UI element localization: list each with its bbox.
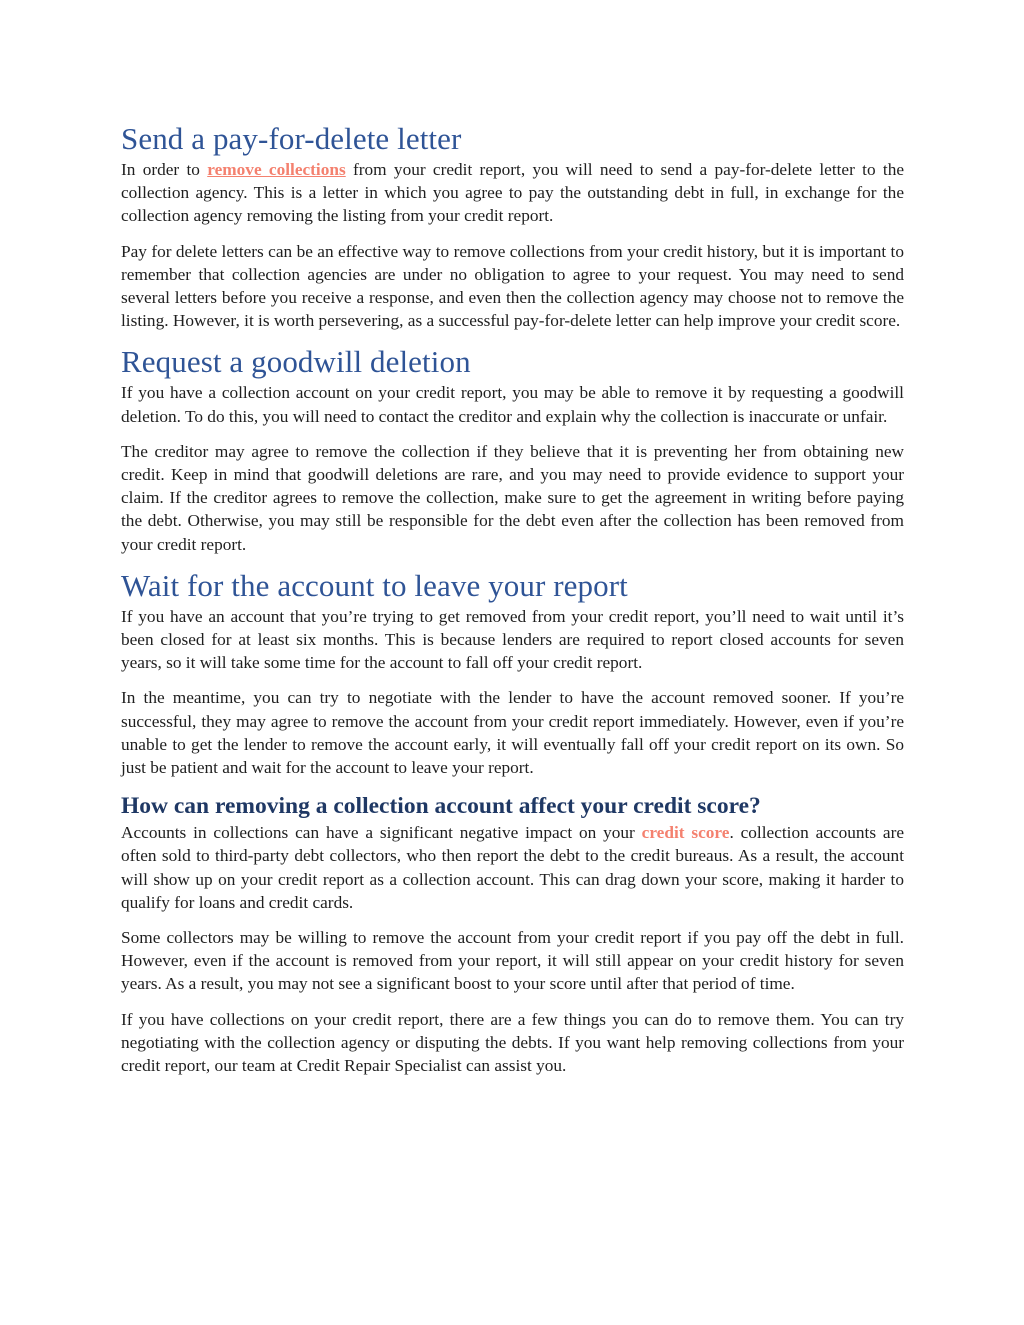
- section-heading: Request a goodwill deletion: [121, 344, 471, 380]
- section-credit-score-effect: [121, 791, 904, 1077]
- credit-score-link[interactable]: credit score: [641, 823, 730, 843]
- section-heading: Wait for the account to leave your report: [121, 567, 628, 603]
- section-goodwill-deletion: [121, 344, 904, 555]
- paragraph: If you have collections on your credit report, there are a few things you can do to remove them. You can try negotiating with the collection agency or disputing the debts. If you want help removing collections from your credit report, our team at Credit Repair Specialist can assist you.: [121, 1009, 904, 1076]
- paragraph: If you have an account that you’re trying to get removed from your credit report, you’ll need to wait until it’s been closed for at least six months. This is because lenders are required to report closed accounts for seven years, so it will take some time for the account to fall off your credit report.: [121, 606, 904, 673]
- section-subheading: How can removing a collection account affect your credit score?: [121, 793, 761, 820]
- paragraph: If you have a collection account on your credit report, you may be able to remove it by requesting a goodwill deletion. To do this, you will need to contact the creditor and explain why the collection is inaccurate or unfair.: [121, 383, 904, 426]
- paragraph: [121, 821, 904, 914]
- section-pay-for-delete: [121, 121, 904, 332]
- paragraph-text: from your credit report, you will need to send a pay-for-delete letter to the collection agency. This is a letter in which you agree to pay the outstanding debt in full, in exchange for the collection agency removing the listing from your credit report.: [121, 160, 905, 226]
- paragraph-text: Accounts in collections can have a significant negative impact on your: [121, 823, 642, 843]
- remove-collections-link[interactable]: remove collections: [207, 160, 346, 179]
- section-wait-for-account: [121, 568, 904, 779]
- section-heading: Send a pay-for-delete letter: [121, 121, 462, 156]
- paragraph: Some collectors may be willing to remove the account from your credit report if you pay off the debt in full. However, even if the account is removed from your report, it will still appear on your credit history for seven years. As a result, you may not see a significant boost to your score until after that period of time.: [121, 928, 904, 994]
- paragraph-text: In order to: [121, 160, 208, 179]
- document-page: [121, 121, 904, 1089]
- paragraph: Pay for delete letters can be an effective way to remove collections from your credit history, but it is important to remember that collection agencies are under no obligation to agree to your request. You may need to send several letters before you receive a response, and even then the collection agency may choose not to remove the listing. However, it is worth persevering, as a successful pay-for-delete letter can help improve your credit score.: [121, 241, 904, 331]
- paragraph: In the meantime, you can try to negotiate with the lender to have the account removed sooner. If you’re successful, they may agree to remove the account from your credit report immediately. However, even if you’re unable to get the lender to remove the account early, it will eventually fall off your credit report on its own. So just be patient and wait for the account to leave your report.: [121, 688, 904, 778]
- paragraph: The creditor may agree to remove the collection if they believe that it is preventing her from obtaining new credit. Keep in mind that goodwill deletions are rare, and you may need to provide evidence to support your claim. If the creditor agrees to remove the collection, make sure to get the agreement in writing before paying the debt. Otherwise, you may still be responsible for the debt even after the collection has been removed from your credit report.: [121, 441, 904, 554]
- paragraph-text: . collection accounts are often sold to third-party debt collectors, who then report the debt to the credit bureaus. As a result, the account will show up on your credit report as a collection account. This can drag down your score, making it harder to qualify for loans and credit cards.: [121, 823, 904, 912]
- paragraph: [121, 158, 904, 228]
